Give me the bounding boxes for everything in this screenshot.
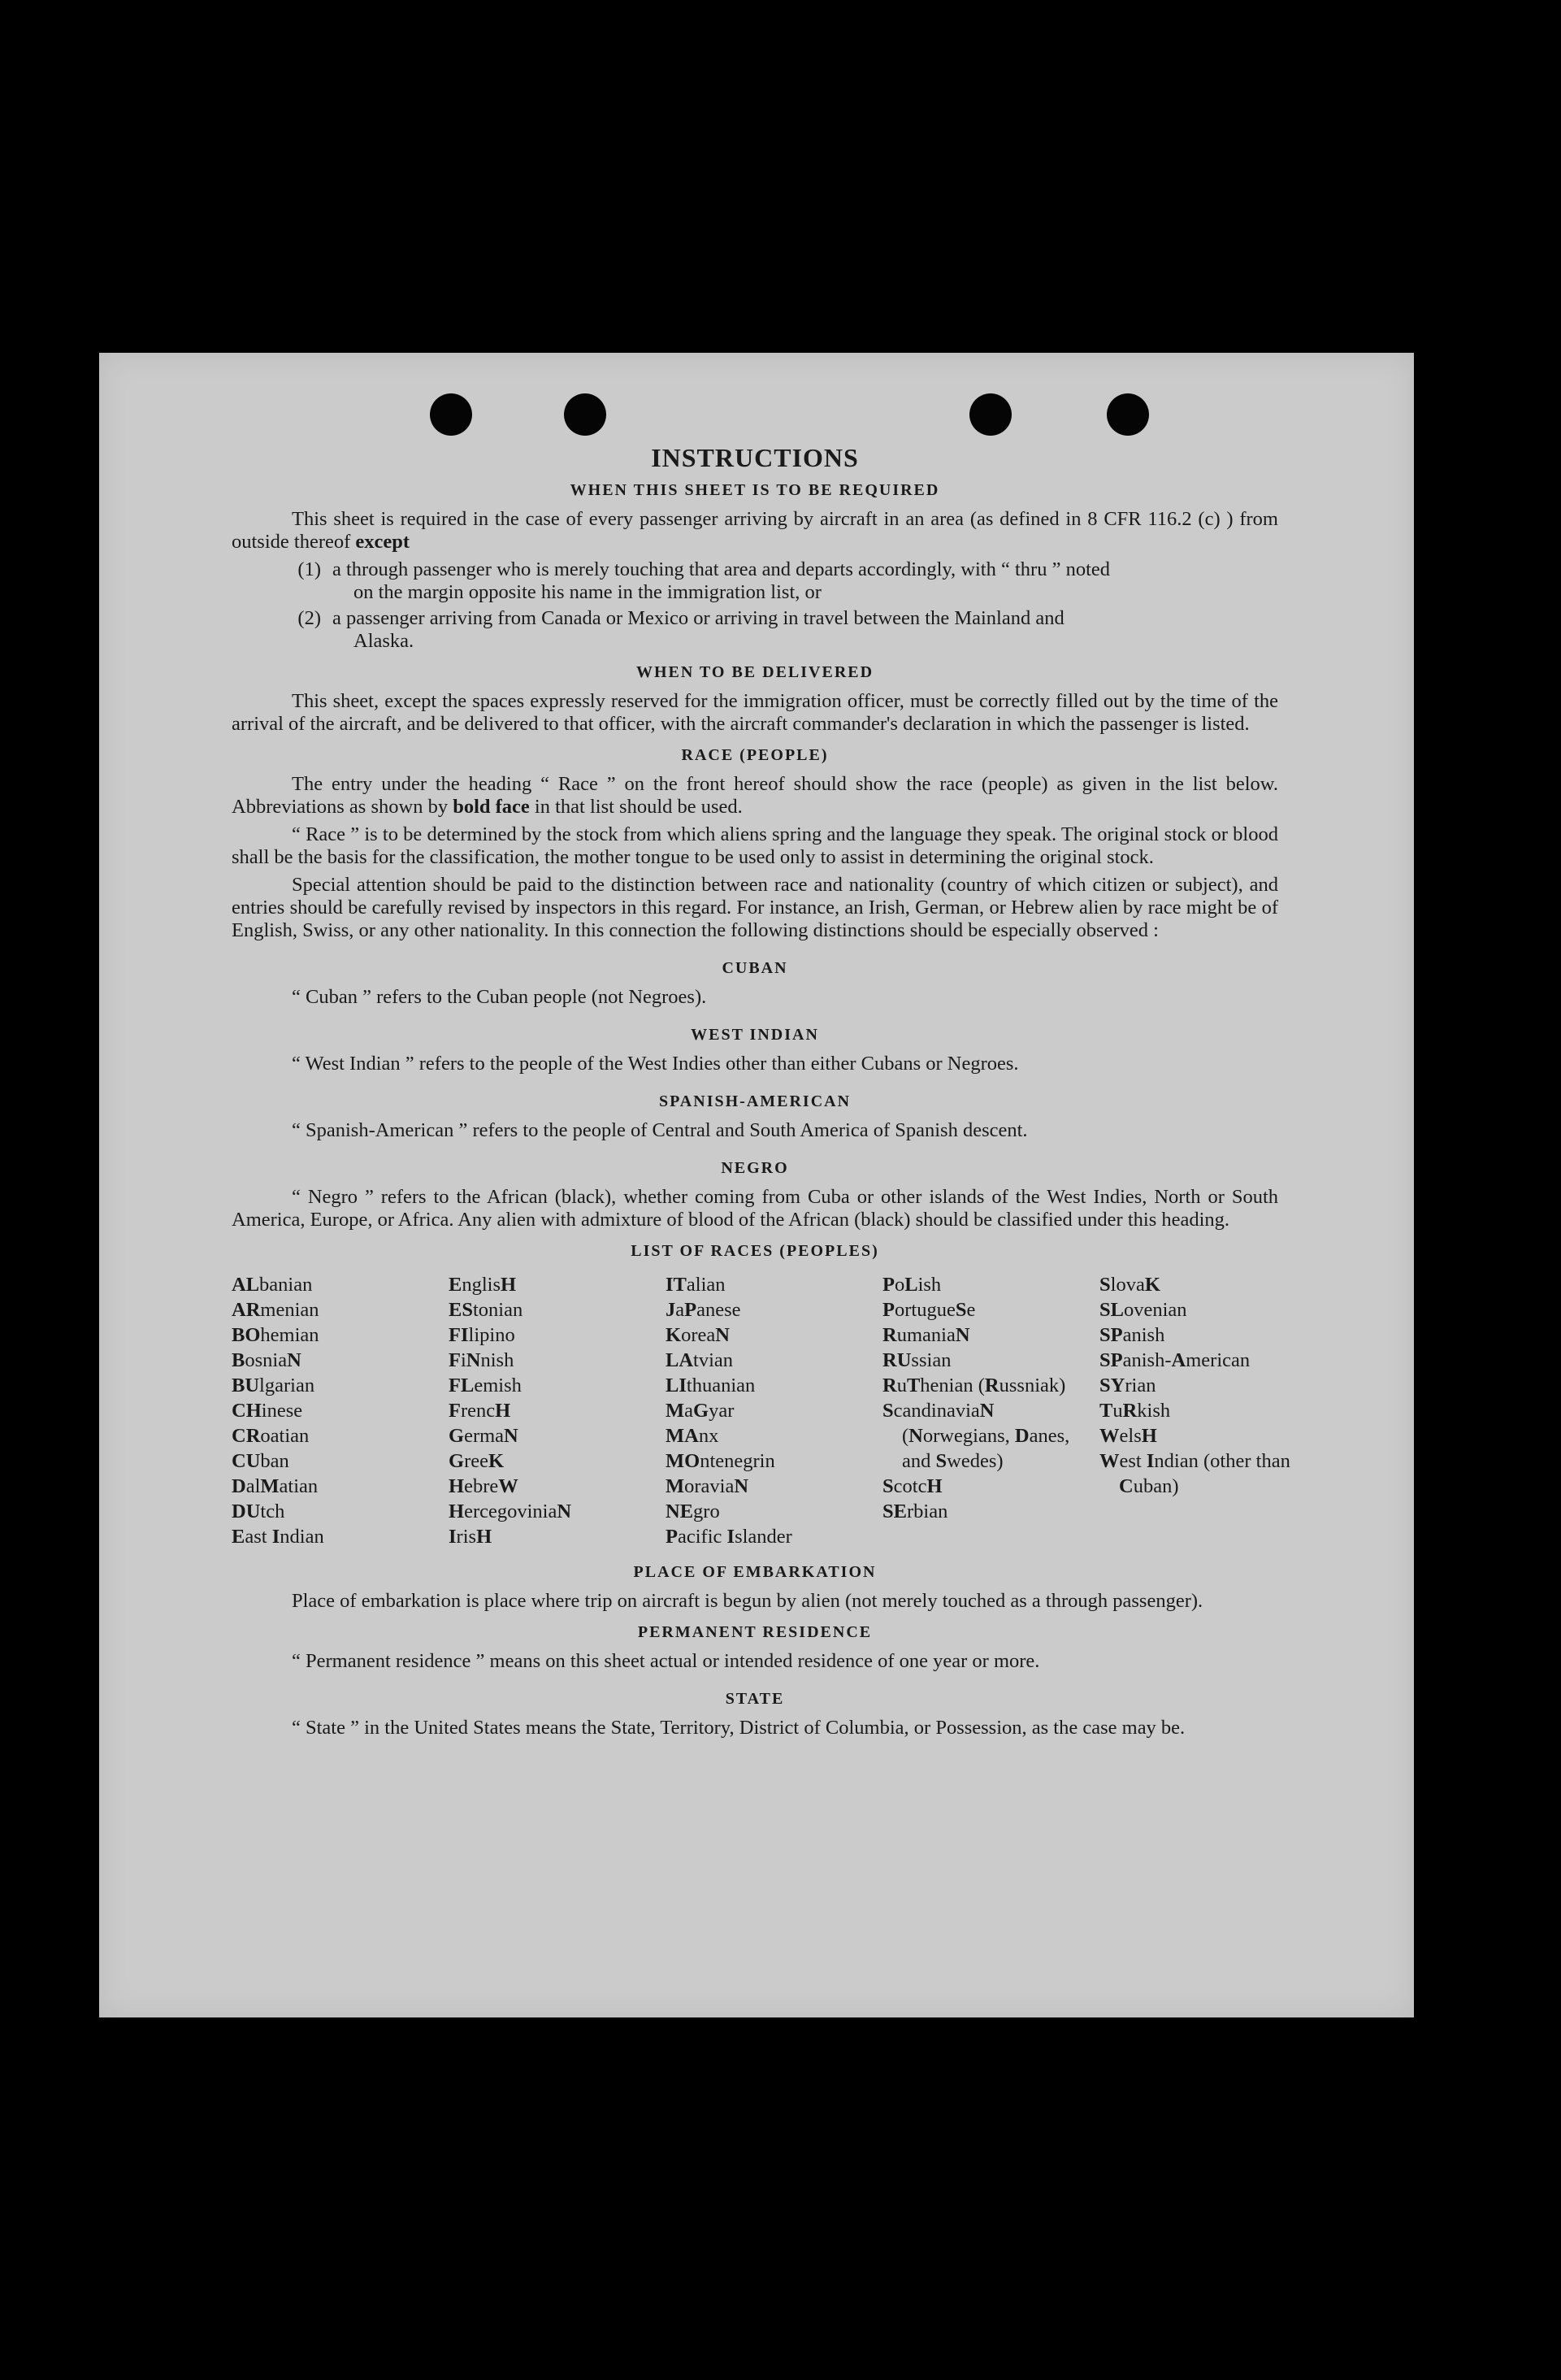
races-column	[232, 1272, 449, 1549]
race-entry: EStonian	[449, 1299, 523, 1321]
paragraph: “ Race ” is to be determined by the stock from which aliens spring and the language they speak. The original stock or blood shall be the basis for the classification, the mother tongue to be used only to assist in determining the original stock.	[232, 823, 1278, 868]
races-column	[449, 1272, 666, 1549]
section-heading: STATE	[725, 1690, 785, 1708]
document-sheet	[99, 353, 1414, 2017]
paragraph: Place of embarkation is place where trip on aircraft is begun by alien (not merely touched as a through passenger).	[292, 1590, 1203, 1612]
race-entry: FrencH	[449, 1400, 511, 1422]
race-entry: BosniaN	[232, 1349, 301, 1371]
race-entry: RuThenian (Russniak)	[882, 1375, 1066, 1396]
section-heading: WEST INDIAN	[691, 1026, 819, 1044]
race-entry: PoLish	[882, 1274, 942, 1296]
paragraph: “ Permanent residence ” means on this sheet actual or intended residence of one year or more.	[292, 1650, 1040, 1672]
section-heading: LIST OF RACES (PEOPLES)	[631, 1242, 879, 1260]
race-entry: BUlgarian	[232, 1375, 315, 1396]
race-entry: SPanish	[1099, 1324, 1165, 1346]
race-entry: HercegoviniaN	[449, 1501, 572, 1522]
race-entry: IrisH	[449, 1526, 492, 1548]
race-entry: DalMatian	[232, 1475, 319, 1497]
race-entry: WelsH	[1099, 1425, 1157, 1447]
races-column	[1099, 1272, 1316, 1549]
section-heading: CUBAN	[722, 959, 788, 977]
section-heading: WHEN TO BE DELIVERED	[635, 663, 874, 681]
race-entry: MOntenegrin	[666, 1450, 775, 1472]
section-heading: PERMANENT RESIDENCE	[637, 1623, 873, 1641]
race-entry: LAtvian	[666, 1349, 734, 1371]
paragraph: “ West Indian ” refers to the people of the West Indies other than either Cubans or Negroes.	[292, 1053, 1019, 1075]
punch-hole	[430, 393, 472, 436]
paragraph: “ Cuban ” refers to the Cuban people (not Negroes).	[292, 986, 707, 1008]
race-entry: RumaniaN	[882, 1324, 970, 1346]
section-heading: PLACE OF EMBARKATION	[633, 1563, 877, 1581]
race-entry: SPanish-American	[1099, 1349, 1251, 1371]
race-entry: FIlipino	[449, 1324, 515, 1346]
race-entry: West Indian (other than Cuban)	[1099, 1450, 1290, 1497]
race-entry: MoraviaN	[666, 1475, 749, 1497]
section-heading: SPANISH-AMERICAN	[658, 1092, 852, 1110]
race-entry: MaGyar	[666, 1400, 735, 1422]
race-entry: CHinese	[232, 1400, 303, 1422]
race-entry: NEgro	[666, 1501, 720, 1522]
list-item: (2) a passenger arriving from Canada or Mexico or arriving in travel between the Mainland and Alaska.	[297, 607, 1065, 652]
paragraph: The entry under the heading “ Race ” on the front hereof should show the race (people) as given in the list below. Abbreviations as shown by bold face in that list should be used.	[232, 773, 1278, 818]
paragraph: “ State ” in the United States means the State, Territory, District of Columbia, or Possession, as the case may be.	[292, 1717, 1186, 1739]
race-entry: GreeK	[449, 1450, 505, 1472]
races-list	[232, 1272, 1290, 1549]
race-entry: KoreaN	[666, 1324, 730, 1346]
section-heading: WHEN THIS SHEET IS TO BE REQUIRED	[570, 481, 940, 499]
race-entry: ScandinaviaN (Norwegians, Danes, and Swedes)	[882, 1400, 1070, 1472]
race-entry: RUssian	[882, 1349, 952, 1371]
section-heading: RACE (PEOPLE)	[681, 746, 829, 764]
race-entry: ARmenian	[232, 1299, 319, 1321]
race-entry: LIthuanian	[666, 1375, 756, 1396]
paragraph: Special attention should be paid to the distinction between race and nationality (country of which citizen or subject), and entries should be carefully revised by inspectors in this regard. For instance, an Irish, German, or Hebrew alien by race might be of English, Swiss, or any other nationality. In this connection the following distinctions should be especially observed :	[232, 874, 1278, 941]
race-entry: FLemish	[449, 1375, 522, 1396]
race-entry: Pacific Islander	[666, 1526, 792, 1548]
race-entry: ScotcH	[882, 1475, 943, 1497]
race-entry: SlovaK	[1099, 1274, 1160, 1296]
paragraph: “ Negro ” refers to the African (black), whether coming from Cuba or other islands of the West Indies, North or South America, Europe, or Africa. Any alien with admixture of blood of the African (black) should be classified under this heading.	[232, 1186, 1278, 1231]
paragraph: This sheet, except the spaces expressly reserved for the immigration officer, must be correctly filled out by the time of the arrival of the aircraft, and be delivered to that officer, with the aircraft commander's declaration in which the passenger is listed.	[232, 690, 1278, 735]
race-entry: BOhemian	[232, 1324, 319, 1346]
races-column	[882, 1272, 1099, 1549]
paragraph: This sheet is required in the case of every passenger arriving by aircraft in an area (as defined in 8 CFR 116.2 (c) ) from outside thereof except	[232, 508, 1278, 553]
race-entry: SYrian	[1099, 1375, 1156, 1396]
race-entry: ITalian	[666, 1274, 726, 1296]
race-entry: ALbanian	[232, 1274, 313, 1296]
race-entry: DUtch	[232, 1501, 285, 1522]
list-item: (1) a through passenger who is merely touching that area and departs accordingly, with “ thru ” noted on the margin opposite his name in the immigration list, or	[297, 558, 1111, 603]
page-title: INSTRUCTIONS	[651, 443, 859, 472]
race-entry: GermaN	[449, 1425, 518, 1447]
race-entry: TuRkish	[1099, 1400, 1171, 1422]
punch-hole	[564, 393, 606, 436]
punch-hole	[969, 393, 1012, 436]
race-entry: CRoatian	[232, 1425, 310, 1447]
races-column	[666, 1272, 882, 1549]
race-entry: PortugueSe	[882, 1299, 976, 1321]
race-entry: JaPanese	[666, 1299, 741, 1321]
race-entry: EnglisH	[449, 1274, 517, 1296]
race-entry: SLovenian	[1099, 1299, 1187, 1321]
section-heading: NEGRO	[721, 1159, 789, 1177]
race-entry: HebreW	[449, 1475, 518, 1497]
race-entry: MAnx	[666, 1425, 719, 1447]
race-entry: CUban	[232, 1450, 289, 1472]
race-entry: FiNnish	[449, 1349, 514, 1371]
race-entry: SErbian	[882, 1501, 948, 1522]
paragraph: “ Spanish-American ” refers to the people of Central and South America of Spanish descent.	[292, 1119, 1028, 1141]
instructions-content	[232, 443, 1290, 1744]
punch-hole	[1107, 393, 1149, 436]
race-entry: East Indian	[232, 1526, 324, 1548]
